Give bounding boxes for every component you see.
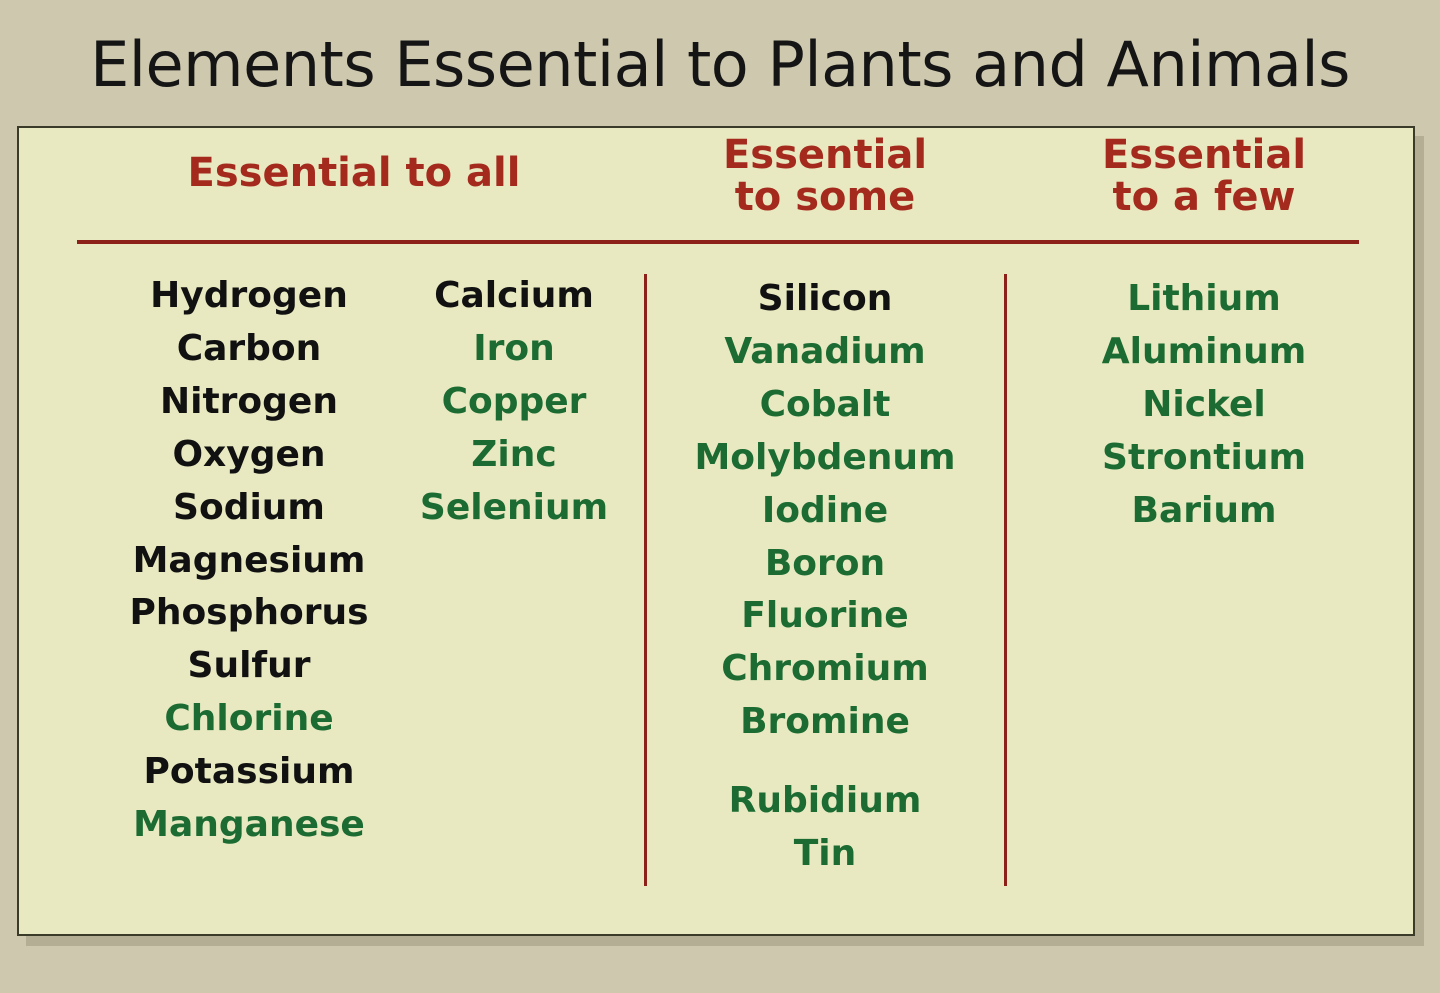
heading-line-1: Essential [1101, 132, 1307, 178]
list-item: Silicon [757, 278, 893, 319]
list-item: Cobalt [759, 383, 891, 425]
elements-table-panel [17, 126, 1415, 936]
list-item: Manganese [133, 804, 365, 846]
list-item: Iron [473, 327, 555, 369]
list-item: Chlorine [164, 698, 334, 740]
list-item: Calcium [434, 275, 594, 316]
list-item: Strontium [1102, 436, 1306, 478]
list-item: Chromium [721, 648, 929, 690]
column-heading-essential-to-some [647, 134, 1003, 219]
list-item: Sulfur [187, 645, 311, 687]
table-columns [19, 128, 1413, 934]
list-item: Potassium [143, 751, 355, 793]
list-item: Lithium [1127, 278, 1281, 319]
element-list-essential-to-all-a [59, 270, 439, 852]
list-item: Vanadium [724, 330, 926, 372]
heading-line-2: to some [734, 174, 916, 221]
list-item: Magnesium [132, 539, 366, 581]
column-heading-essential-to-a-few [1009, 134, 1399, 219]
list-item: Barium [1131, 489, 1277, 531]
page-title: Elements Essential to Plants and Animals [90, 28, 1350, 101]
list-item: Hydrogen [150, 275, 348, 316]
list-item: Boron [764, 542, 886, 584]
column-heading-essential-to-all: Essential to all [187, 150, 521, 196]
list-item: Bromine [740, 701, 910, 743]
list-item: Iodine [761, 489, 889, 531]
list-item: Nickel [1142, 383, 1266, 425]
list-item: Phosphorus [129, 592, 369, 634]
list-item: Fluorine [741, 595, 909, 637]
header-divider-horizontal [77, 240, 1359, 244]
list-item: Selenium [419, 486, 609, 528]
list-gap [647, 749, 1003, 775]
element-list-essential-to-a-few [1009, 273, 1399, 538]
element-list-essential-to-some [647, 273, 1003, 881]
heading-line-2: to a few [1112, 174, 1296, 221]
list-item: Tin [793, 833, 857, 875]
list-item: Aluminum [1101, 330, 1307, 372]
list-item: Molybdenum [694, 436, 956, 478]
list-item: Nitrogen [160, 380, 338, 422]
list-item: Oxygen [172, 433, 326, 475]
list-item: Copper [441, 380, 587, 422]
element-list-essential-to-all-b [389, 270, 639, 535]
heading-line-1: Essential [722, 132, 928, 178]
column-divider-2 [1004, 274, 1007, 886]
list-item: Rubidium [728, 780, 922, 822]
list-item: Sodium [173, 486, 325, 528]
list-item: Zinc [471, 433, 557, 475]
list-item: Carbon [176, 327, 322, 369]
